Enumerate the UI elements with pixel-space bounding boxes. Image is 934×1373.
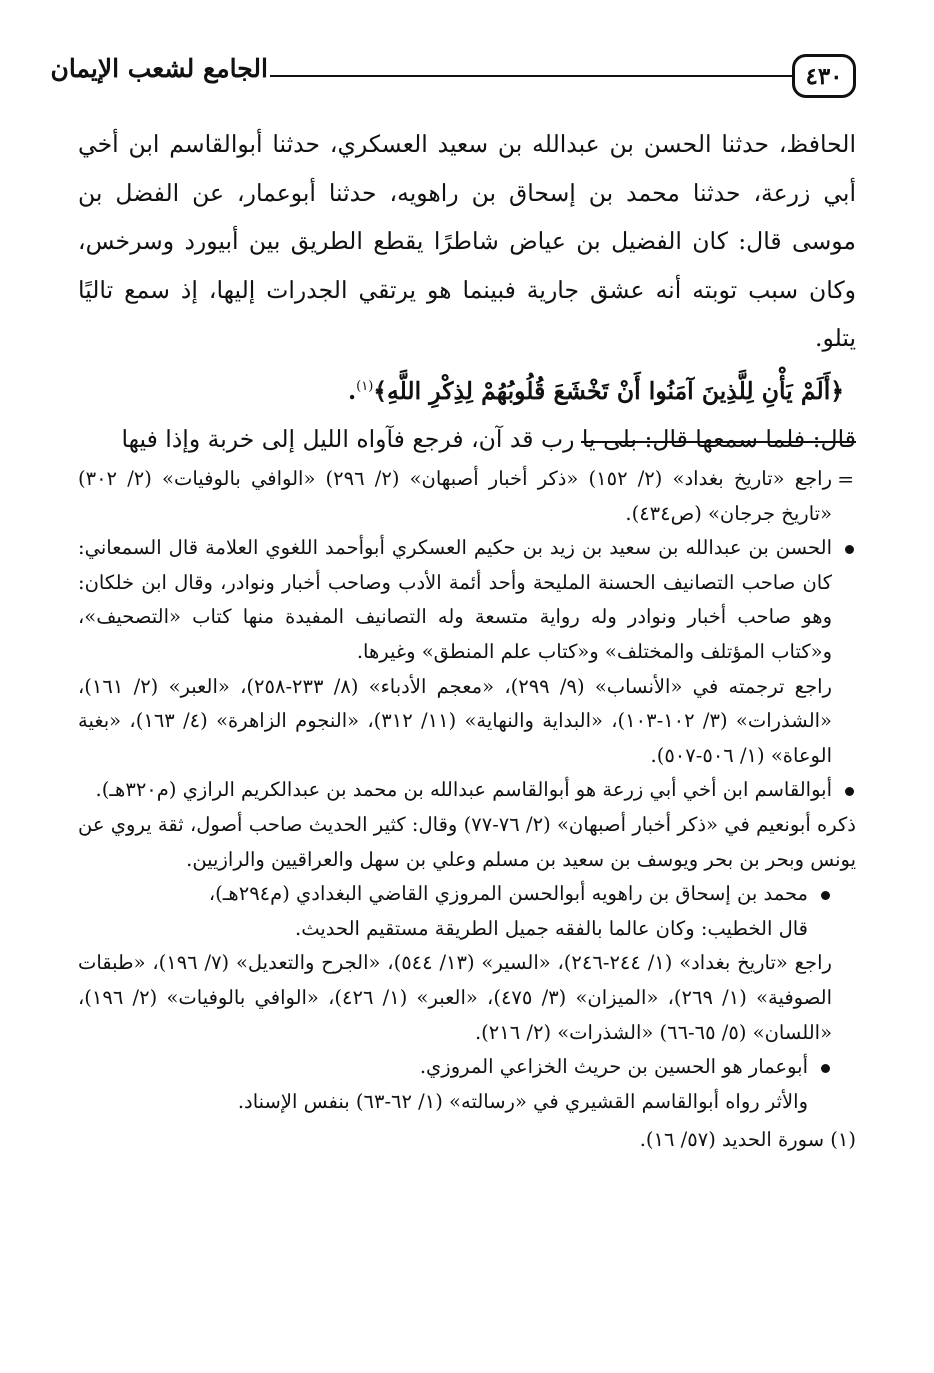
header-rule — [270, 75, 792, 77]
verse-text: ﴿أَلَمْ يَأْنِ لِلَّذِينَ آمَنُوا أَنْ تَخْشَعَ قُلُوبُهُمْ لِذِكْرِ اللَّهِ﴾ — [373, 376, 844, 405]
main-paragraph: الحافظ، حدثنا الحسن بن عبدالله بن سعيد العسكري، حدثنا أبوالقاسم ابن أخي أبي زرعة، حدثنا محمد بن إسحاق بن راهويه، حدثنا أبوعمار، عن الفضل بن موسى قال: كان الفضيل بن عياض شاطرًا يقطع الطريق بين أبيورد وسرخس، وكان سبب توبته أنه عشق جارية فبينما هو يرتقي الجدرات إليها، إذ سمع تاليًا يتلو. — [78, 130, 856, 352]
footnote-1: (١) سورة الحديد (٥٧/ ١٦). — [639, 1128, 856, 1152]
page-header — [50, 52, 856, 104]
footnote-separator — [78, 441, 856, 443]
footnotes — [78, 462, 856, 1158]
quran-verse — [78, 363, 856, 415]
footnote-continuation: = راجع «تاريخ بغداد» (٢/ ١٥٢) «ذكر أخبار أصبهان» (٢/ ٢٩٦) «الوافي بالوفيات» (٢/ ٣٠٢) «تاريخ جرجان» (ص٤٣٤). — [78, 462, 856, 531]
footnote-athar: والأثر رواه أبوالقاسم القشيري في «رسالته» (١/ ٦٢-٦٣) بنفس الإسناد. — [237, 1089, 808, 1113]
footnote-abuammar: أبوعمار هو الحسين بن حريث الخزاعي المروزي. — [78, 1050, 856, 1085]
footnote-hasan-refs: راجع ترجمته في «الأنساب» (٩/ ٢٩٩)، «معجم الأدباء» (٨/ ٢٣٣-٢٥٨)، «العبر» (٢/ ١٦١)، «الشذرات» (٣/ ١٠٢-١٠٣)، «البداية والنهاية» (١١/ ٣١٢)، «النجوم الزاهرة» (٤/ ١٦٣)، «بغية الوعاة» (١/ ٥٠٦-٥٠٧). — [78, 674, 832, 767]
page-number-badge: ٤٣٠ — [792, 54, 856, 98]
footnote-hasan: الحسن بن عبدالله بن سعيد بن زيد بن حكيم العسكري أبوأحمد اللغوي العلامة قال السمعاني: كان صاحب التصانيف الحسنة المليحة وأحد أئمة الأدب وصاحب أخبار ونوادر، وقال ابن خلكان: وهو صاحب أخبار ونوادر وله رواية متسعة وله التصانيف المفيدة منها كتاب «التصحيف»، و«كتاب المؤتلف والمختلف» و«كتاب علم المنطق» وغيرها. — [78, 531, 856, 669]
main-paragraph: قال: فلما سمعها قال: بلى يا رب قد آن، فرجع فآواه الليل إلى خربة وإذا فيها — [121, 424, 856, 453]
footnote-abulqasim: أبوالقاسم ابن أخي أبي زرعة هو أبوالقاسم عبدالله بن محمد بن عبدالكريم الرازي (م٣٢٠هـ). — [78, 773, 856, 808]
main-text — [78, 120, 856, 463]
footnote-muhammad-khatib: قال الخطيب: وكان عالما بالفقه جميل الطريقة مستقيم الحديث. — [295, 916, 808, 940]
book-title: الجامع لشعب الإيمان — [50, 54, 268, 83]
footnote-abulqasim-refs: ذكره أبونعيم في «ذكر أخبار أصبهان» (٢/ ٧٦-٧٧) وقال: كثير الحديث صاحب أصول، ثقة يروي عن يونس وبحر بن بحر ويوسف بن سعيد بن مسلم وعلي بن سهل والعراقيين والرازيين. — [78, 812, 856, 871]
verse-end: . — [347, 376, 357, 405]
footnote-muhammad: محمد بن إسحاق بن راهويه أبوالحسن المروزي القاضي البغدادي (م٢٩٤هـ)، — [78, 877, 856, 912]
footnote-muhammad-refs: راجع «تاريخ بغداد» (١/ ٢٤٤-٢٤٦)، «السير» (١٣/ ٥٤٤)، «الجرح والتعديل» (٧/ ١٩٦)، «طبقات الصوفية» (١/ ٢٦٩)، «الميزان» (٣/ ٤٧٥)، «العبر» (١/ ٤٢٦)، «الوافي بالوفيات» (٢/ ١٩٦)، «اللسان» (٥/ ٦٥-٦٦) «الشذرات» (٢/ ٢١٦). — [78, 951, 833, 1044]
verse-footnote-ref[interactable]: (١) — [356, 378, 374, 394]
